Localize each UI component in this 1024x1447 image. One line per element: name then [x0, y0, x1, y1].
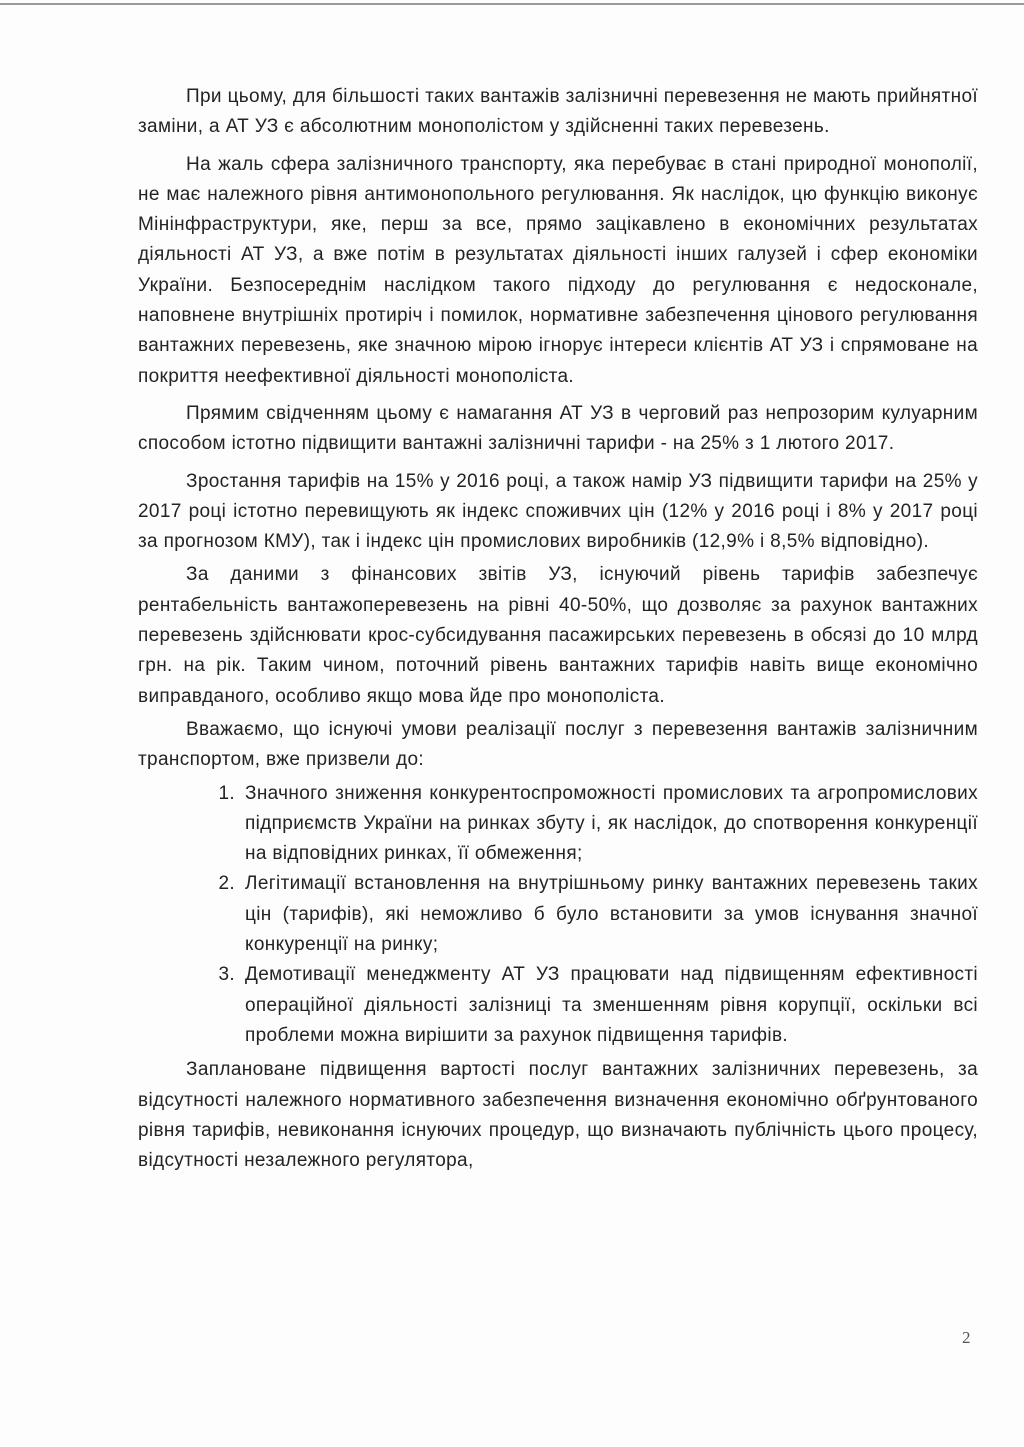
paragraph: Прямим свідченням цьому є намагання АТ УЗ в черговий раз непрозорим кулуарним способом істотно підвищити вантажні залізничні тарифи - на 25% з 1 лютого 2017. — [138, 402, 978, 455]
list-item-text: Демотивації менеджменту АТ УЗ працювати над підвищенням ефективності операційної діяльності залізниці та зменшенням рівня корупції, оскільки всі проблеми можна вирішити за рахунок підвищення тарифів. — [245, 964, 978, 1046]
list-item — [138, 960, 978, 1051]
paragraph: При цьому, для більшості таких вантажів залізничні перевезення не мають прийнятної заміни, а АТ УЗ є абсолютним монополістом у здійсненні таких перевезень. — [138, 86, 978, 138]
list-item-number: 3. — [218, 964, 235, 986]
scan-top-edge — [0, 3, 1024, 5]
list-item-text: Значного зниження конкурентоспроможності промислових та агропромислових підприємств України на ринках збуту і, як наслідок, до спотворення конкуренції на відповідних ринках, її обмеження; — [245, 782, 978, 865]
list-item-number: 1. — [218, 782, 235, 804]
list-item — [138, 869, 978, 960]
paragraph: Зростання тарифів на 15% у 2016 році, а також намір УЗ підвищити тарифи на 25% у 2017 році істотно перевищують як індекс споживчих цін (12% у 2016 році і 8% у 2017 році за прогнозом КМУ), так і індекс цін промислових виробників (12,9% і 8,5% відповідно). — [138, 470, 978, 553]
list-item — [138, 779, 978, 870]
numbered-list — [138, 779, 978, 1052]
document-body — [138, 82, 978, 1183]
page-number: 2 — [962, 1328, 971, 1347]
list-item-number: 2. — [218, 873, 235, 895]
closing-paragraph: Заплановане підвищення вартості послуг вантажних залізничних перевезень, за відсутності належного нормативного забезпечення визначення економічно обґрунтованого рівня тарифів, невиконання існуючих процедур, що визначають публічність цього процесу, відсутності незалежного регулятора, — [138, 1059, 978, 1172]
paragraph: На жаль сфера залізничного транспорту, яка перебуває в стані природної монополії, не має належного рівня антимонопольного регулювання. Як наслідок, цю функцію виконує Мінінфраструктури, яке, перш за все, прямо зацікавлено в економічних результатах діяльності АТ УЗ, а вже потім в результатах діяльності інших галузей і сфер економіки України. Безпосереднім наслідком такого підходу до регулювання є недосконале, наповнене внутрішніх протиріч і помилок, нормативне забезпечення цінового регулювання вантажних перевезень, яке значною мірою ігнорує інтереси клієнтів АТ УЗ і спрямоване на покриття неефективної діяльності монополіста. — [138, 153, 978, 387]
list-item-text: Легітимації встановлення на внутрішньому ринку вантажних перевезень таких цін (тарифів), які неможливо б було встановити за умов існування значної конкуренції на ринку; — [245, 873, 978, 956]
paragraph: Вважаємо, що існуючі умови реалізації послуг з перевезення вантажів залізничним транспортом, вже призвели до: — [138, 718, 978, 771]
paragraph: За даними з фінансових звітів УЗ, існуючий рівень тарифів забезпечує рентабельність вантажоперевезень на рівні 40-50%, що дозволяє за рахунок вантажних перевезень здійснювати крос-субсидування пасажирських перевезень в обсязі до 10 млрд грн. на рік. Таким чином, поточний рівень вантажних тарифів навіть вище економічно виправданого, особливо якщо мова йде про монополіста. — [138, 564, 978, 707]
